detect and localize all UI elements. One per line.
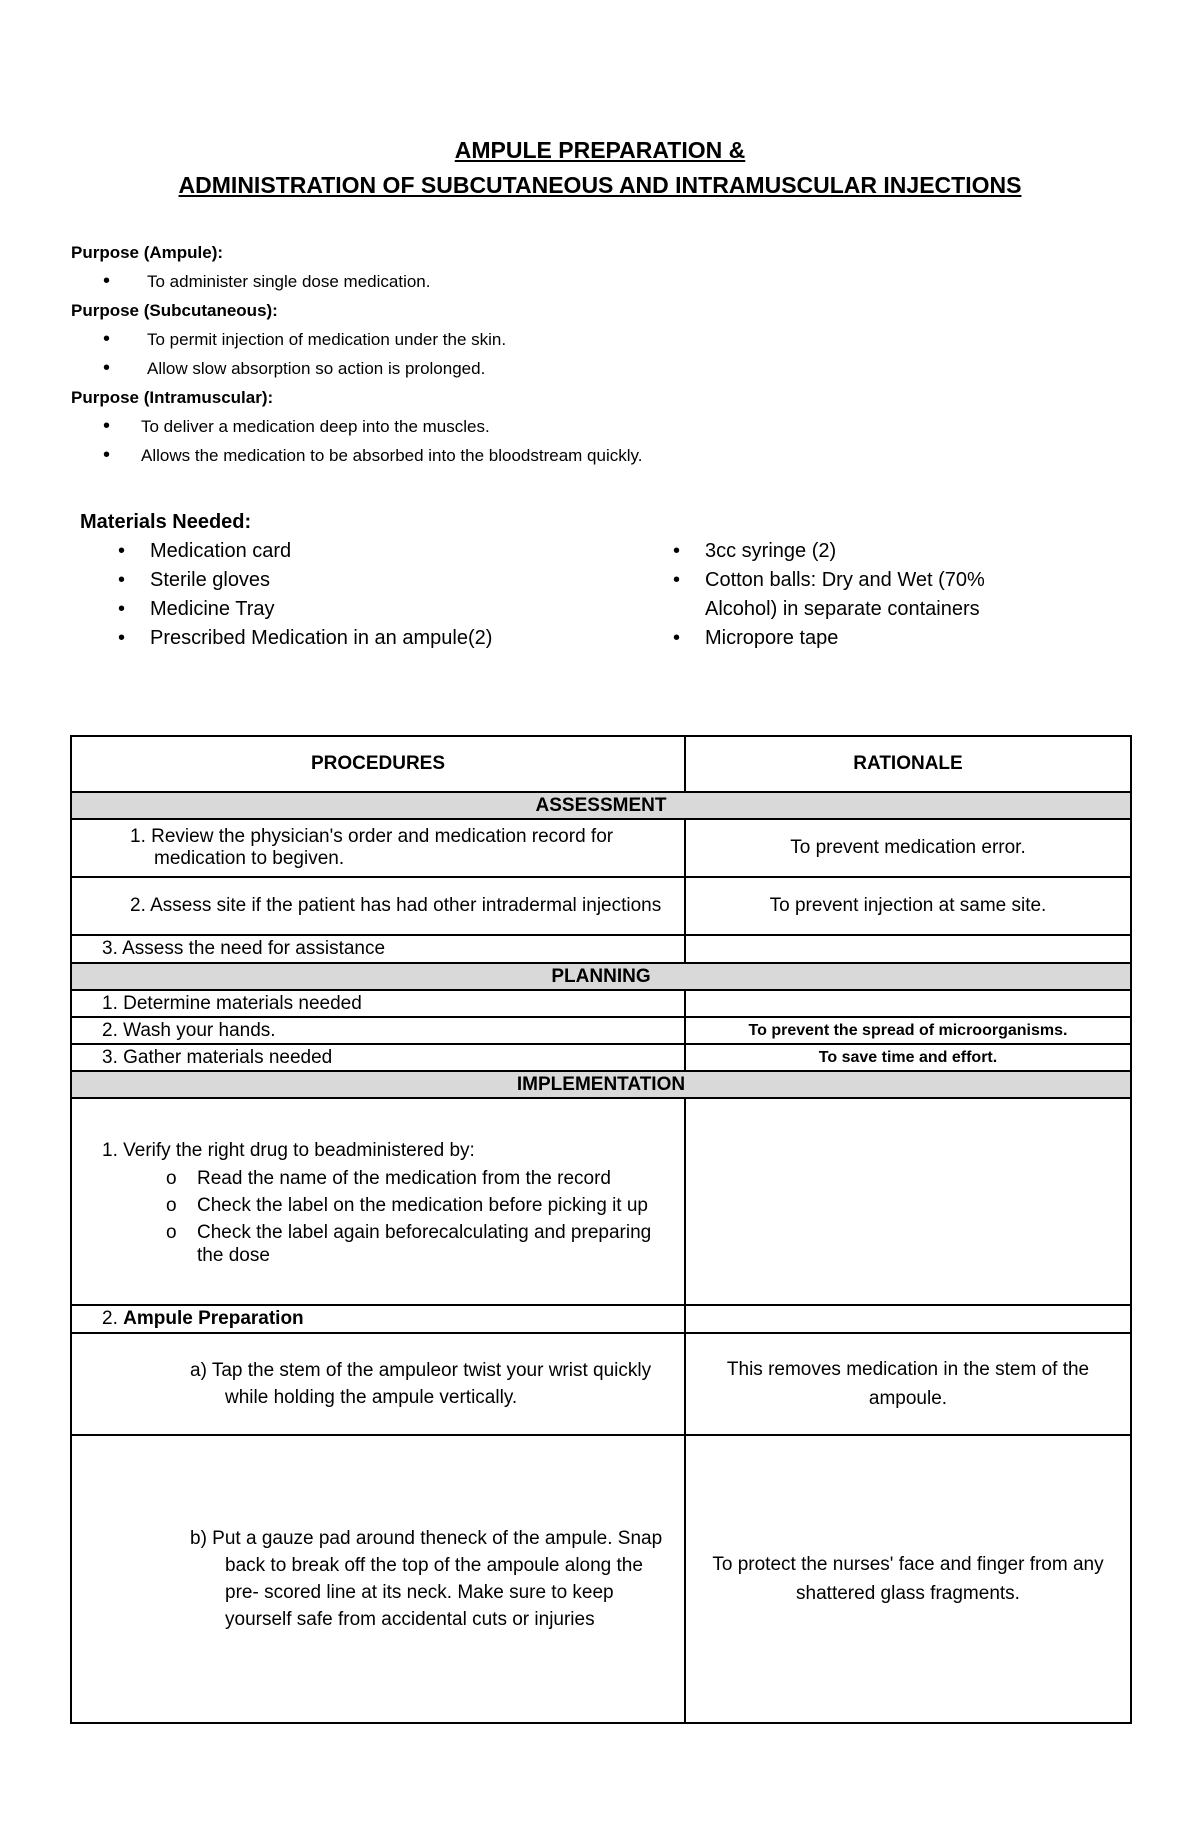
material-item: • Medication card bbox=[80, 537, 500, 566]
materials-right-list bbox=[635, 537, 1055, 653]
purpose-ampule-item: • To administer single dose medication. bbox=[71, 267, 1131, 296]
table-row bbox=[71, 877, 1131, 935]
table-row bbox=[71, 1305, 1131, 1333]
document-title-line2: ADMINISTRATION OF SUBCUTANEOUS AND INTRAMUSCULAR INJECTIONS bbox=[178, 172, 1022, 198]
material-item: • Micropore tape bbox=[635, 624, 1055, 653]
section-heading: ASSESSMENT bbox=[71, 792, 1131, 819]
purpose-ampule-heading: Purpose (Ampule): bbox=[71, 243, 224, 262]
section-row-assessment bbox=[71, 792, 1131, 819]
table-row bbox=[71, 1098, 1131, 1305]
step-number: 2. bbox=[102, 1308, 124, 1329]
ampule-preparation-label: Ampule Preparation bbox=[123, 1308, 304, 1329]
procedure-text: 2. Assess site if the patient has had other intradermal injections bbox=[130, 895, 662, 916]
procedure-sub-item: o Read the name of the medication from the record bbox=[102, 1167, 676, 1190]
document-title-line1: AMPULE PREPARATION & bbox=[454, 137, 746, 163]
purpose-subcutaneous-item: • Allow slow absorption so action is prolonged. bbox=[71, 354, 1131, 383]
material-item: • 3cc syringe (2) bbox=[635, 537, 1055, 566]
table-header-row bbox=[71, 736, 1131, 792]
section-heading: IMPLEMENTATION bbox=[71, 1071, 1131, 1098]
table-row bbox=[71, 1435, 1131, 1723]
rationale-text bbox=[685, 935, 1131, 963]
material-item: • Sterile gloves bbox=[80, 566, 500, 595]
table-row bbox=[71, 1333, 1131, 1435]
materials-left-list bbox=[80, 537, 500, 653]
procedure-sub-item: o Check the label again beforecalculating and preparing the dose bbox=[102, 1221, 676, 1267]
materials-section bbox=[80, 507, 1140, 649]
procedure-text: 1. Determine materials needed bbox=[71, 990, 685, 1017]
table-row bbox=[71, 1017, 1131, 1044]
table-row bbox=[71, 935, 1131, 963]
procedures-table bbox=[70, 735, 1132, 1724]
procedures-column-header: PROCEDURES bbox=[71, 736, 685, 792]
purpose-intramuscular-heading: Purpose (Intramuscular): bbox=[71, 388, 274, 407]
rationale-text: To prevent medication error. bbox=[685, 819, 1131, 877]
material-item: • Cotton balls: Dry and Wet (70% Alcohol) in separate containers bbox=[635, 566, 1055, 624]
purpose-intramuscular-item: • To deliver a medication deep into the muscles. bbox=[71, 412, 1131, 441]
table-row bbox=[71, 819, 1131, 877]
material-item: • Prescribed Medication in an ampule(2) bbox=[80, 624, 500, 653]
purpose-subcutaneous-item: • To permit injection of medication under the skin. bbox=[71, 325, 1131, 354]
rationale-text: To save time and effort. bbox=[685, 1044, 1131, 1071]
purpose-subcutaneous-heading: Purpose (Subcutaneous): bbox=[71, 301, 278, 320]
section-row-planning bbox=[71, 963, 1131, 990]
table-row bbox=[71, 1044, 1131, 1071]
rationale-text: To protect the nurses' face and finger from any shattered glass fragments. bbox=[685, 1435, 1131, 1723]
procedure-text: 3. Gather materials needed bbox=[71, 1044, 685, 1071]
material-item: • Medicine Tray bbox=[80, 595, 500, 624]
procedure-text: 2. Wash your hands. bbox=[71, 1017, 685, 1044]
purposes-section bbox=[71, 238, 1131, 470]
procedure-sub-item: o Check the label on the medication before picking it up bbox=[102, 1194, 676, 1217]
procedure-text: 1. Review the physician's order and medication record for medication to begiven. bbox=[130, 826, 614, 869]
procedure-text: 3. Assess the need for assistance bbox=[71, 935, 685, 963]
procedure-text: 1. Verify the right drug to beadministered by: bbox=[102, 1139, 475, 1161]
section-row-implementation bbox=[71, 1071, 1131, 1098]
section-heading: PLANNING bbox=[71, 963, 1131, 990]
rationale-text: To prevent the spread of microorganisms. bbox=[685, 1017, 1131, 1044]
rationale-column-header: RATIONALE bbox=[685, 736, 1131, 792]
materials-heading: Materials Needed: bbox=[80, 511, 252, 533]
table-row bbox=[71, 990, 1131, 1017]
purpose-intramuscular-item: • Allows the medication to be absorbed into the bloodstream quickly. bbox=[71, 441, 1131, 470]
rationale-text: This removes medication in the stem of the ampoule. bbox=[685, 1333, 1131, 1435]
procedure-text: a) Tap the stem of the ampuleor twist your wrist quickly while holding the ampule vertically. bbox=[190, 1360, 652, 1408]
procedure-text: b) Put a gauze pad around theneck of the ampule. Snap back to break off the top of the ampoule along the pre- scored line at its neck. Make sure to keep yourself safe from accidental cuts or injuries bbox=[190, 1528, 663, 1630]
rationale-text bbox=[685, 990, 1131, 1017]
rationale-text: To prevent injection at same site. bbox=[685, 877, 1131, 935]
